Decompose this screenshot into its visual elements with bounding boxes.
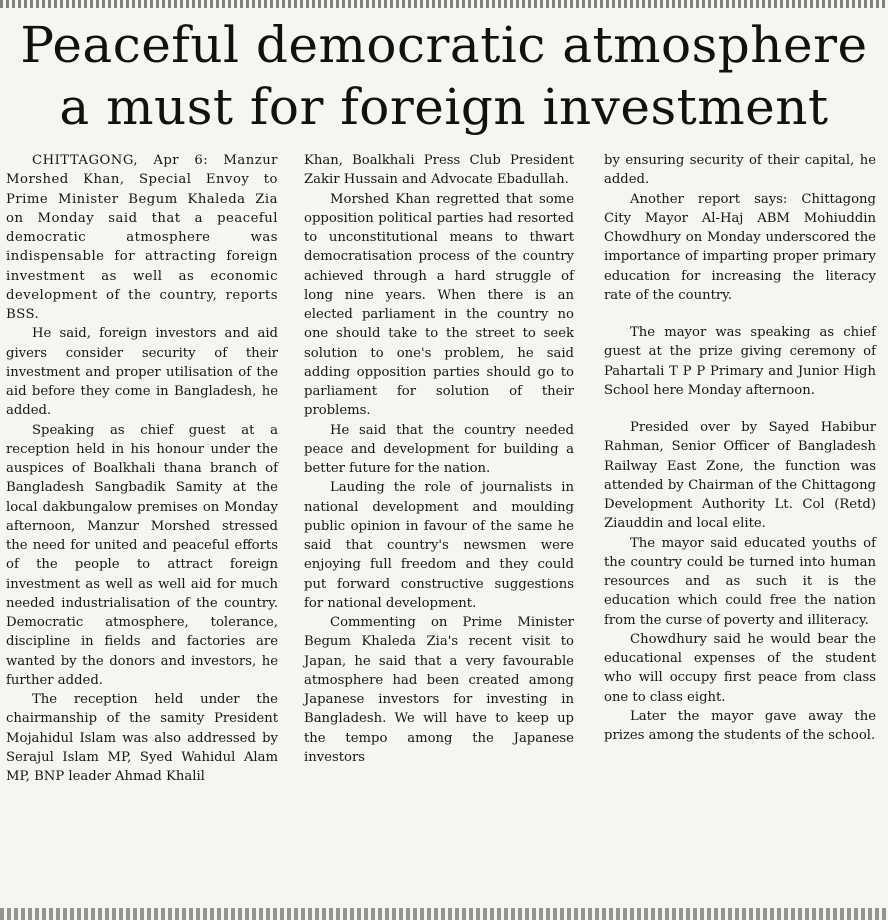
- paragraph-dateline: CHITTAGONG, Apr 6: Manzur Morshed Khan, Special Envoy to Prime Minister Begum Khaleda Zia on Monday said that a peaceful democratic atmosphere was indispensable for attracting foreign investment as well as economic development of the country, reports BSS.: [6, 153, 278, 322]
- paragraph: Commenting on Prime Minister Begum Khaleda Zia's recent visit to Japan, he said that a very favourable atmosphere had been created among Japanese investors for investing in Bangladesh. We will have to keep up the tempo among the Japanese investors: [304, 615, 574, 765]
- paragraph: The reception held under the chairmanship of the samity President Mojahidul Islam was also addressed by Serajul Islam MP, Syed Wahidul Alam MP, BNP leader Ahmad Khalil: [6, 692, 278, 784]
- paragraph: He said that the country needed peace and development for building a better future for the nation.: [304, 422, 574, 476]
- paragraph: The mayor said educated youths of the country could be turned into human resources and as such it is the education which could free the nation from the curse of poverty and illiteracy.: [604, 535, 876, 628]
- paragraph: Morshed Khan regretted that some opposition political parties had resorted to unconstitutional means to thwart democratisation process of the country achieved through a hard struggle of long nine years. When there is an elected parliament in the country no one should take to the street to seek solution to one's problem, he said adding opposition parties should go to parliament for solution of their problems.: [304, 191, 574, 419]
- paragraph: Speaking as chief guest at a reception held in his honour under the auspices of Boalkhali thana branch of Bangladesh Sangbadik Samity at the local dakbungalow premises on Monday afternoon, Manzur Morshed stressed the need for united and peaceful efforts of the people to attract foreign investment as well as well aid for much needed industrialisation of the country. Democratic atmosphere, tolerance, discipline in fields and factories are wanted by the donors and investors, he further added.: [6, 422, 278, 688]
- paragraph: Later the mayor gave away the prizes among the students of the school.: [604, 708, 876, 743]
- paragraph: Chowdhury said he would bear the educational expenses of the student who will occupy first peace from class one to class eight.: [604, 631, 876, 705]
- headline: [0, 14, 888, 138]
- paragraph: He said, foreign investors and aid givers consider security of their investment and proper utilisation of the aid before they come in Bangladesh, he added.: [6, 326, 278, 419]
- paragraph: Lauding the role of journalists in national development and moulding public opinion in favour of the same he said that country's newsmen were enjoying full freedom and they could put forward constructive suggestions for national development.: [304, 480, 574, 611]
- paragraph-continued: Khan, Boalkhali Press Club President Zakir Hussain and Advocate Ebadullah.: [304, 153, 574, 188]
- article-column-2: [304, 151, 574, 767]
- headline-line-1: Peaceful democratic atmosphere: [20, 16, 868, 74]
- top-border-rule: [0, 0, 888, 8]
- headline-line-2: a must for foreign investment: [59, 78, 829, 136]
- article-column-3: [604, 151, 876, 745]
- article-column-1: [6, 151, 278, 786]
- paragraph: The mayor was speaking as chief guest at the prize giving ceremony of Pahartali T P P Primary and Junior High School here Monday afternoon.: [604, 325, 876, 398]
- paragraph-continued: by ensuring security of their capital, he added.: [604, 153, 876, 188]
- paragraph: Presided over by Sayed Habibur Rahman, Senior Officer of Bangladesh Railway East Zone, the function was attended by Chairman of the Chittagong Development Authority Lt. Col (Retd) Ziauddin and local elite.: [604, 420, 876, 532]
- bottom-border-rule: [0, 908, 888, 920]
- paragraph: Another report says: Chittagong City Mayor Al-Haj ABM Mohiuddin Chowdhury on Monday underscored the importance of imparting proper primary education for increasing the literacy rate of the country.: [604, 191, 876, 303]
